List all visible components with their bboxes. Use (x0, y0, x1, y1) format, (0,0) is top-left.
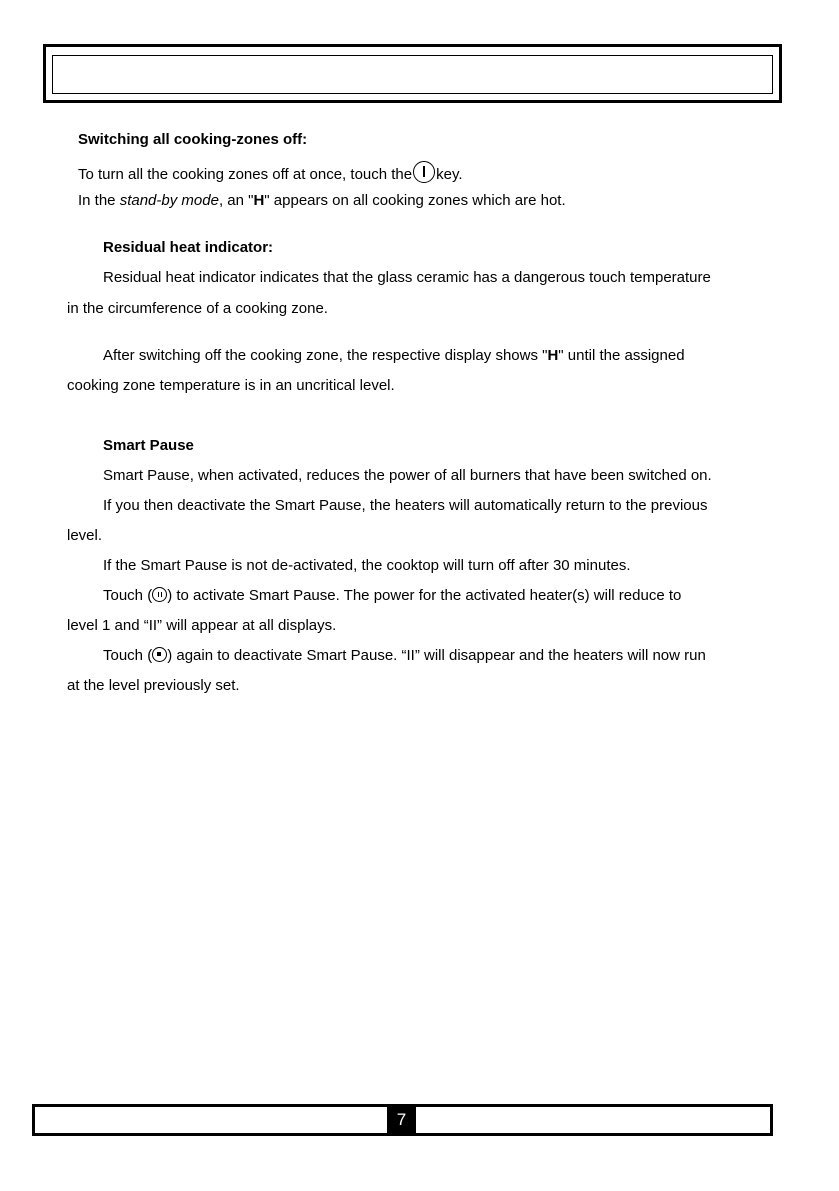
residual-p1-line2: in the circumference of a cooking zone. (67, 300, 328, 317)
residual-p2-text-b: " until the assigned (558, 347, 685, 364)
standby-mode-text (78, 192, 566, 210)
smart-pause-stop-icon (152, 647, 167, 662)
residual-p2-line1 (103, 347, 685, 365)
power-key-icon (413, 161, 435, 183)
smart-pause-line2: If you then deactivate the Smart Pause, the heaters will automatically return to the previous (103, 497, 708, 514)
residual-p2-text-a: After switching off the cooking zone, the respective display shows " (103, 347, 548, 364)
standby-h-bold: H (253, 192, 265, 209)
heading-switching-off: Switching all cooking-zones off: (78, 131, 308, 148)
residual-p2-h-bold: H (547, 347, 559, 364)
smart-pause-line6: level 1 and “II” will appear at all displays. (67, 617, 337, 634)
standby-text-a: In the (78, 192, 120, 209)
smart-pause-l7-a: Touch ( (103, 647, 153, 664)
page-number: 7 (387, 1107, 416, 1133)
smart-pause-line1: Smart Pause, when activated, reduces the power of all burners that have been switched on. (103, 467, 712, 484)
standby-text-b: , an " (218, 192, 254, 209)
switch-off-text-before: To turn all the cooking zones off at once, touch the (78, 166, 413, 183)
switch-off-text-after: key. (436, 166, 463, 183)
smart-pause-l5-b: ) to activate Smart Pause. The power for the activated heater(s) will reduce to (167, 587, 682, 604)
standby-text-c: " appears on all cooking zones which are hot. (264, 192, 566, 209)
smart-pause-line4: If the Smart Pause is not de-activated, the cooktop will turn off after 30 minutes. (103, 557, 631, 574)
smart-pause-l7-b: ) again to deactivate Smart Pause. “II” will disappear and the heaters will now run (167, 647, 706, 664)
switch-off-instruction (78, 161, 463, 184)
smart-pause-line8: at the level previously set. (67, 677, 240, 694)
heading-smart-pause: Smart Pause (103, 437, 194, 454)
residual-p2-line2: cooking zone temperature is in an uncritical level. (67, 377, 395, 394)
smart-pause-line3: level. (67, 527, 103, 544)
smart-pause-line5 (103, 587, 681, 605)
smart-pause-icon (152, 587, 167, 602)
residual-p1-line1: Residual heat indicator indicates that the glass ceramic has a dangerous touch temperature (103, 269, 711, 286)
smart-pause-l5-a: Touch ( (103, 587, 153, 604)
standby-mode-italic: stand-by mode (119, 192, 219, 209)
header-inner-box (52, 55, 773, 94)
smart-pause-line7 (103, 647, 706, 665)
heading-residual-heat: Residual heat indicator: (103, 239, 274, 256)
header-frame (43, 44, 782, 103)
